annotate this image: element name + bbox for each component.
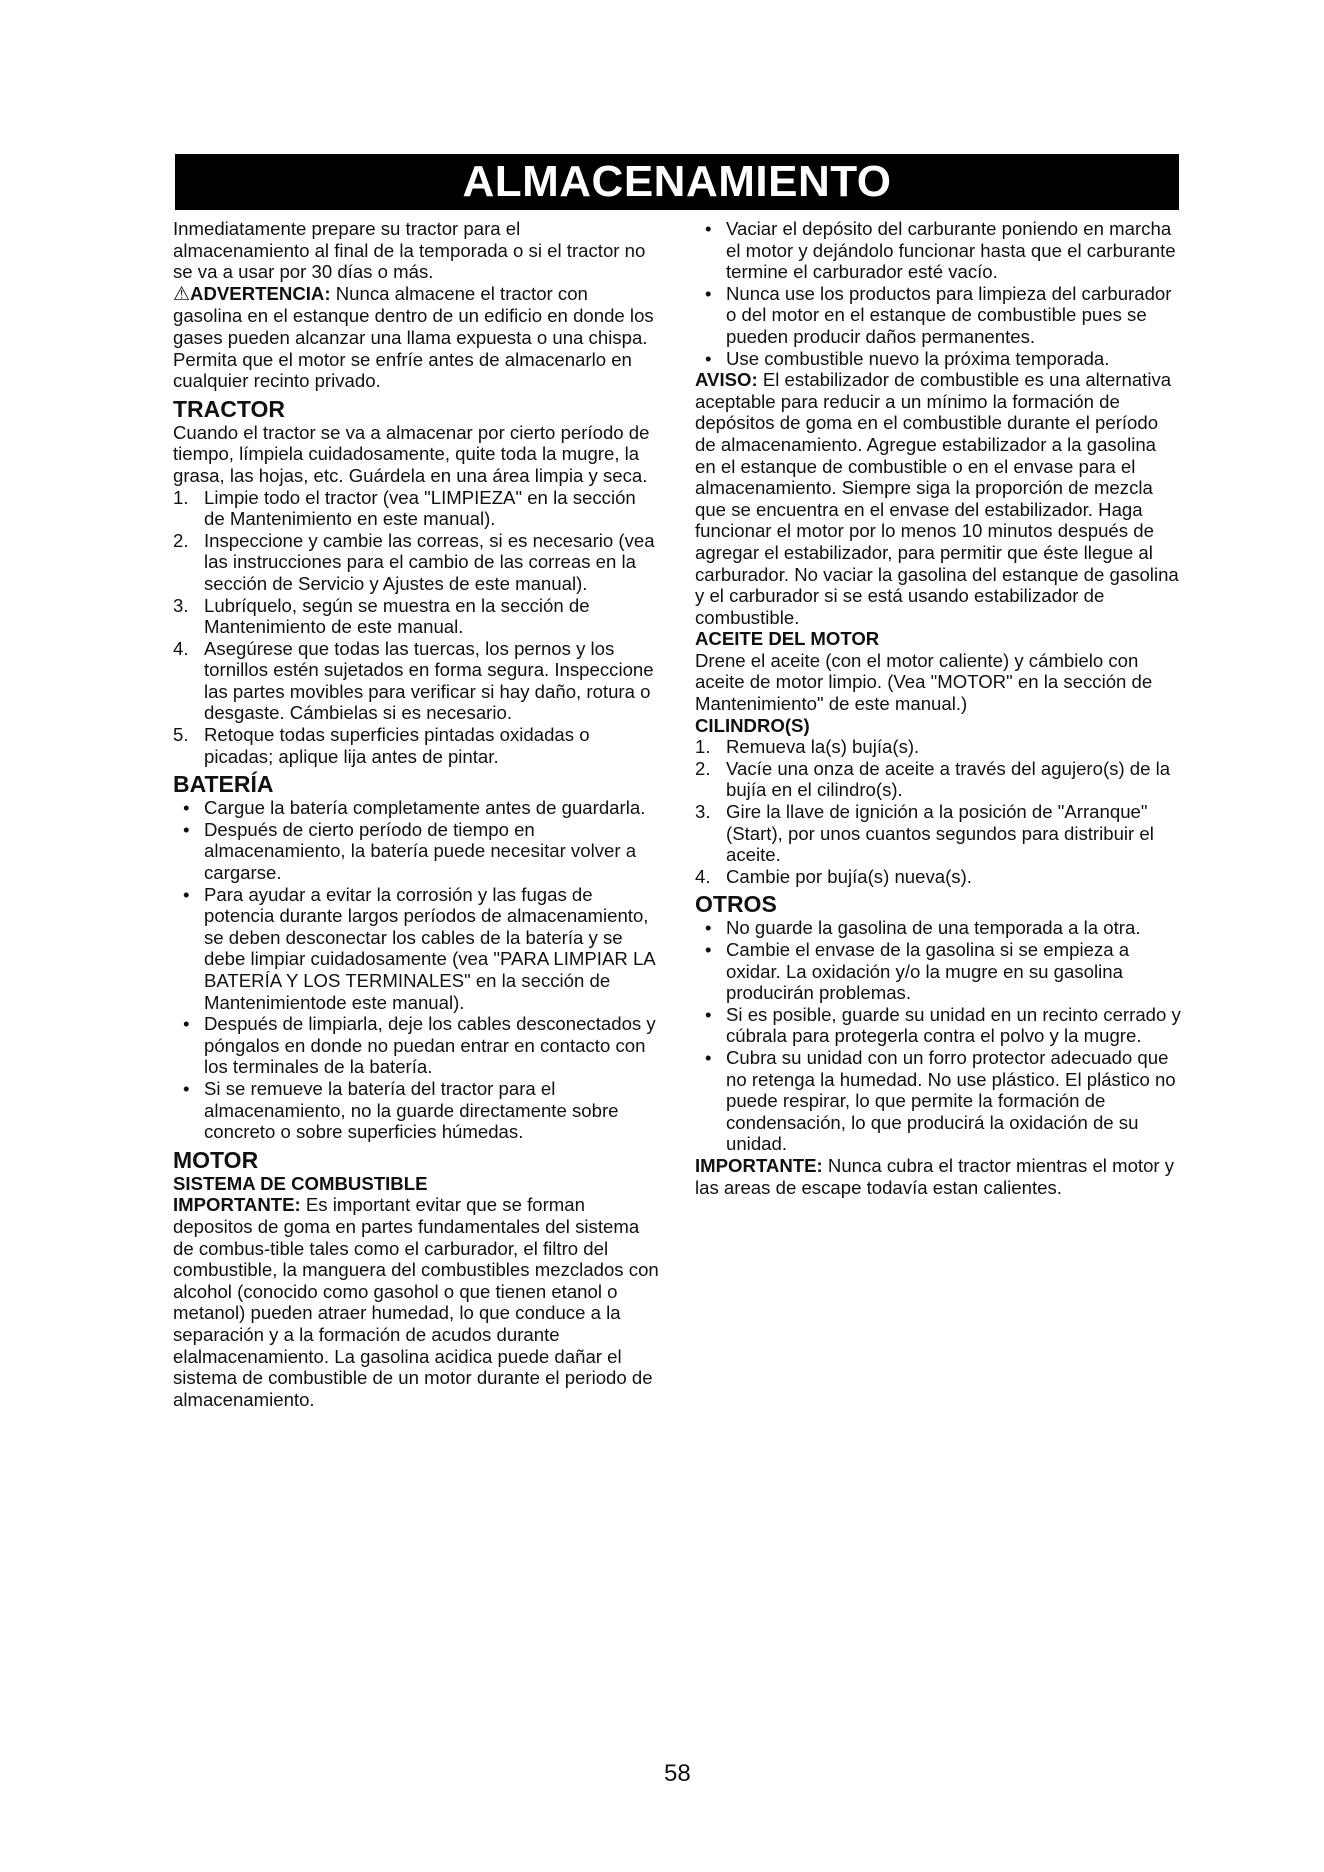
list-item xyxy=(695,801,1181,866)
list-item xyxy=(695,218,1181,283)
list-item xyxy=(173,724,661,767)
bullet-icon: • xyxy=(183,1077,190,1099)
bullet-icon: • xyxy=(705,939,712,960)
item-text: Nunca use los productos para limpieza del carburador o del motor en el estanque de combustible pues se pueden producir daños permanentes. xyxy=(726,282,1172,347)
list-item xyxy=(173,487,661,530)
importante-final-text: Nunca cubra el tractor mientras el motor y las areas de escape todavía estan calientes. xyxy=(695,1154,1175,1198)
step-number: 3. xyxy=(695,801,711,823)
left-column xyxy=(173,218,661,1410)
step-text: Cambie por bujía(s) nueva(s). xyxy=(726,865,972,887)
otros-list xyxy=(695,917,1181,1155)
item-text: Para ayudar a evitar la corrosión y las fugas de potencia durante largos períodos de almacenamiento, se deben desconectar los cables de la batería y se debe limpiar cuidadosamente (vea "PARA LIMPIAR LA BATERÍA Y LOS TERMINALES" en la sección de Mantenimientode este manual). xyxy=(204,883,655,1013)
step-number: 4. xyxy=(173,637,189,659)
item-text: No guarde la gasolina de una temporada a la otra. xyxy=(726,917,1141,939)
item-text: Cubra su unidad con un forro protector adecuado que no retenga la humedad. No use plástico. El plástico no puede respirar, lo que permite la formación de condensación, lo que producirá la oxidación de su unidad. xyxy=(726,1046,1176,1155)
step-text: Vacíe una onza de aceite a través del agujero(s) de la bujía en el cilindro(s). xyxy=(726,757,1171,801)
list-item xyxy=(695,1047,1181,1155)
aviso-label: AVISO: xyxy=(695,369,758,391)
otros-heading: OTROS xyxy=(695,891,777,918)
right-column xyxy=(695,218,1181,1198)
importante-label: IMPORTANTE: xyxy=(173,1194,301,1216)
bullet-icon: • xyxy=(705,917,712,939)
step-text: Limpie todo el tractor (vea "LIMPIEZA" en la sección de Mantenimiento en este manual). xyxy=(204,486,636,530)
sistema-combustible-heading: SISTEMA DE COMBUSTIBLE xyxy=(173,1172,428,1194)
list-item xyxy=(173,819,661,884)
list-item xyxy=(173,797,661,819)
step-text: Asegúrese que todas las tuercas, los pernos y los tornillos estén sujetados en forma segura. Inspeccione las partes movibles para verificar si hay daño, rotura o desgaste. Cámbielas si es necesario. xyxy=(204,637,654,724)
item-text: Si se remueve la batería del tractor para el almacenamiento, no la guarde directamente sobre concreto o sobre superficies húmedas. xyxy=(204,1077,619,1143)
item-text: Cambie el envase de la gasolina si se empieza a oxidar. La oxidación y/o la mugre en su gasolina producirán problemas. xyxy=(726,939,1130,1004)
list-item xyxy=(695,758,1181,801)
list-item xyxy=(173,595,661,638)
item-text: Si es posible, guarde su unidad en un recinto cerrado y cúbrala para protegerla contra el polvo y la mugre. xyxy=(726,1003,1181,1047)
importante-paragraph xyxy=(173,1194,661,1410)
item-text: Después de cierto período de tiempo en almacenamiento, la batería puede necesitar volver a cargarse. xyxy=(204,818,637,884)
list-item xyxy=(173,884,661,1014)
list-item xyxy=(695,736,1181,758)
importante-final-label: IMPORTANTE: xyxy=(695,1154,823,1176)
list-item xyxy=(695,917,1181,939)
bullet-icon: • xyxy=(183,883,190,905)
bateria-heading: BATERÍA xyxy=(173,771,274,798)
step-number: 1. xyxy=(695,736,711,758)
item-text: Después de limpiarla, deje los cables desconectados y póngalos en donde no puedan entrar en contacto con los terminales de la batería. xyxy=(204,1013,656,1078)
bullet-icon: • xyxy=(705,218,712,239)
warning-paragraph xyxy=(173,283,661,392)
bullet-icon: • xyxy=(183,1013,190,1035)
list-item xyxy=(173,638,661,724)
cilindros-steps-list xyxy=(695,736,1181,887)
intro-paragraph: Inmediatamente prepare su tractor para el almacenamiento al final de la temporada o si el tractor no se va a usar por 30 días o más. xyxy=(173,218,646,283)
step-number: 2. xyxy=(173,529,189,551)
bullet-icon: • xyxy=(705,282,712,304)
list-item xyxy=(695,1004,1181,1047)
list-item xyxy=(695,348,1181,370)
aviso-text: El estabilizador de combustible es una alternativa aceptable para reducir a un mínimo la formación de depósitos de goma en el combustible durante el período de almacenamiento. Agregue estabilizador a la gasolina en el estanque de combustible o en el envase para el almacenamiento. Siempre siga la proporción de mezcla que se encuentra en el envase del estabilizador. Haga funcionar el motor por lo menos 10 minutos después de agregar el estabilizador, para permitir que éste llegue al carburador. No vaciar la gasolina del estanque de gasolina y el carburador si se está usando estabilizador de combustible. xyxy=(695,369,1179,628)
step-number: 4. xyxy=(695,865,711,887)
item-text: Cargue la batería completamente antes de guardarla. xyxy=(204,797,646,819)
list-item xyxy=(695,939,1181,1004)
step-number: 5. xyxy=(173,724,189,746)
aceite-paragraph: Drene el aceite (con el motor caliente) y cámbielo con aceite de motor limpio. (Vea "MOTOR" en la sección de Mantenimiento" de este manual.) xyxy=(695,649,1153,715)
step-number: 3. xyxy=(173,594,189,616)
step-text: Inspeccione y cambie las correas, si es necesario (vea las instrucciones para el cambio de las correas en la sección de Servicio y Ajustes de este manual). xyxy=(204,529,655,594)
step-number: 1. xyxy=(173,486,189,508)
step-text: Gire la llave de ignición a la posición de "Arranque" (Start), por unos cuantos segundos para distribuir el aceite. xyxy=(726,801,1154,866)
page-number: 58 xyxy=(664,1760,691,1787)
warning-text: Nunca almacene el tractor con gasolina en el estanque dentro de un edificio en donde los gases pueden alcanzar una llama expuesta o una chispa. Permita que el motor se enfríe antes de almacenarlo en cualquier recinto privado. xyxy=(173,282,654,392)
bullet-icon: • xyxy=(705,1003,712,1025)
bullet-icon: • xyxy=(705,1046,712,1068)
list-item xyxy=(695,866,1181,888)
list-item xyxy=(173,1013,661,1078)
fuel-list xyxy=(695,218,1181,369)
list-item xyxy=(173,530,661,595)
section-title-banner xyxy=(175,154,1179,210)
bullet-icon: • xyxy=(183,818,190,840)
step-text: Retoque todas superficies pintadas oxidadas o picadas; aplique lija antes de pintar. xyxy=(204,724,590,767)
tractor-paragraph: Cuando el tractor se va a almacenar por cierto período de tiempo, límpiela cuidadosamente, quite toda la mugre, la grasa, las hojas, etc. Guárdela en una área limpia y seca. xyxy=(173,421,650,486)
bullet-icon: • xyxy=(183,797,190,819)
list-item xyxy=(173,1078,661,1143)
step-text: Lubríquelo, según se muestra en la sección de Mantenimiento de este manual. xyxy=(204,594,590,638)
item-text: Vaciar el depósito del carburante poniendo en marcha el motor y dejándolo funcionar hasta que el carburante termine el carburador esté vacío. xyxy=(726,218,1176,283)
importante-text: Es important evitar que se forman depositos de goma en partes fundamentales del sistema de combus-tible tales como el carburador, el filtro del combustible, la manguera del combustibles mezclados con alcohol (conocido como gasohol o que tienen etanol o metanol) pueden atraer humedad, lo que conduce a la separación y a la formación de acudos durante elalmacenamiento. La gasolina acidica puede dañar el sistema de combustible de un motor durante el periodo de almacenamiento. xyxy=(173,1194,659,1410)
aviso-paragraph xyxy=(695,369,1181,628)
bateria-list xyxy=(173,797,661,1143)
warning-triangle-icon: ⚠ xyxy=(173,283,191,305)
tractor-steps-list xyxy=(173,487,661,768)
cilindros-heading: CILINDRO(S) xyxy=(695,714,810,736)
section-title: ALMACENAMIENTO xyxy=(462,157,892,206)
step-number: 2. xyxy=(695,757,711,779)
list-item xyxy=(695,283,1181,348)
tractor-heading: TRACTOR xyxy=(173,395,286,422)
aceite-heading: ACEITE DEL MOTOR xyxy=(695,628,880,650)
importante-final-paragraph xyxy=(695,1155,1181,1198)
step-text: Remueva la(s) bujía(s). xyxy=(726,736,920,758)
bullet-icon: • xyxy=(705,347,712,369)
warning-label: ADVERTENCIA: xyxy=(190,282,331,304)
motor-heading: MOTOR xyxy=(173,1146,259,1173)
item-text: Use combustible nuevo la próxima temporada. xyxy=(726,347,1110,369)
